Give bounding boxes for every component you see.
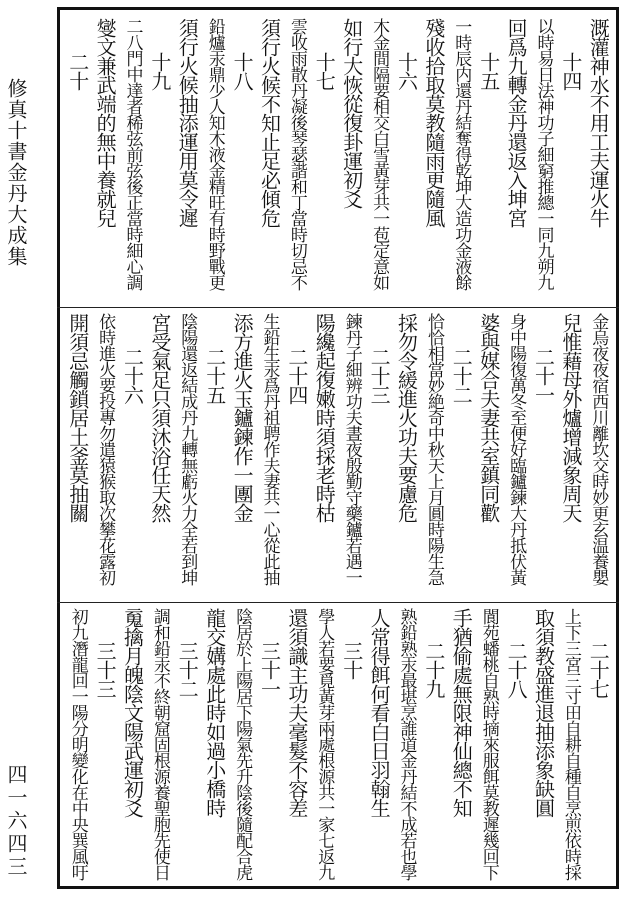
verse-number: 二十七 — [586, 641, 611, 698]
text-column: 燮文兼武端的無中養就兒 — [93, 18, 118, 227]
verse-number: 二十六 — [120, 347, 145, 404]
verse-number: 三十二 — [175, 641, 200, 698]
verse-number: 二十八 — [504, 641, 529, 698]
text-column: 學人若要覓黃芽兩處根源共一家七返九 — [314, 608, 335, 880]
text-column: 殘收拾取莫教隨雨更隨風 — [421, 18, 446, 227]
text-column: 恰恰相當妙絶奇中秋天上月圓時陽生急 — [423, 313, 444, 585]
text-column: 雲收雨散丹凝後琴瑟諧和丁當時切忌不 — [286, 18, 307, 290]
text-column: 添方進火玉鑪鍊作一團金 — [230, 313, 255, 522]
text-column: 兒惟藉母外爐增減象周天 — [558, 313, 583, 522]
text-column: 身中陽復萬冬至便好臨鑪鍊大丹抵伏黃 — [506, 313, 527, 585]
verse-number: 十九 — [147, 52, 172, 90]
verse-number: 二十三 — [367, 347, 392, 404]
verse-number: 二十 — [65, 52, 90, 90]
text-column: 依時進火要投專勿遣猿猴取次攀花露初 — [95, 313, 116, 585]
verse-number: 十七 — [312, 52, 337, 90]
verse-number: 三十 — [339, 641, 364, 679]
text-column: 手猶偷處無限神仙總不知 — [449, 608, 474, 817]
text-column: 木金間隔要相交白雪黃芽共一苞定意如 — [369, 18, 390, 290]
text-column: 取須教盛進退抽添象缺圓 — [531, 608, 556, 817]
verse-number: 二十二 — [449, 347, 474, 404]
verse-number: 二十一 — [531, 347, 556, 404]
text-column: 開須忌觸鎖居土釜莫抽關 — [65, 313, 90, 522]
verse-number: 十六 — [394, 52, 419, 90]
text-column: 閬苑蟠桃自熟時摘來服餌莫教遲幾回下 — [478, 608, 499, 880]
text-column: 須行火候不知止足必傾危 — [257, 18, 282, 227]
panel-divider — [57, 602, 619, 603]
text-column: 調和鉛汞不終朝窟固根源養聖胞先使日 — [149, 608, 170, 880]
text-column: 一時辰内還丹結奪得乾坤大造功金液餘 — [451, 18, 472, 290]
verse-number: 十四 — [558, 52, 583, 90]
text-column: 陰居於上陽居下陽氣先升陰後隨配合虎 — [232, 608, 253, 880]
text-column: 宮受氣足只須沐浴任天然 — [147, 313, 172, 522]
text-column: 陰陽還返結成丹九轉無虧火力全若到坤 — [177, 313, 198, 585]
text-column: 鍊丹子細辨功夫晝夜殷勤守藥鑪若遇一 — [341, 313, 362, 585]
text-column: 龍交媾處此時如過小橋時 — [202, 608, 227, 817]
verse-number: 二十四 — [284, 347, 309, 404]
verse-number: 十五 — [476, 52, 501, 90]
text-column: 如行大恢從復卦運初爻 — [339, 18, 364, 208]
text-column: 熟鉛熟汞最堪烹誰道金丹結不成若也學 — [396, 608, 417, 880]
panel-divider — [57, 307, 619, 308]
text-column: 二八門中達者稀弦前弦後正當時細心調 — [122, 18, 143, 290]
verse-number: 二十九 — [421, 641, 446, 698]
text-column: 溉灌神水不用工夫運火牛 — [586, 18, 611, 227]
text-column: 上下三宮三寸田自耕自種自烹煎依時採 — [560, 608, 581, 880]
text-column: 須行火候抽添運用莫令遲 — [175, 18, 200, 227]
text-column: 人常得餌何看白日羽翰生 — [367, 608, 392, 817]
text-column: 回爲九轉金丹還返入坤宮 — [504, 18, 529, 227]
text-column: 金烏夜夜宿西川離坎交時妙更玄温養嬰 — [588, 313, 609, 585]
verse-number: 三十一 — [257, 641, 282, 698]
text-column: 陽纔起復嫩時須採老時枯 — [312, 313, 337, 522]
text-column: 婆與媒合夫妻共室鎮同歡 — [476, 313, 501, 522]
verse-number: 二十五 — [202, 347, 227, 404]
verse-number: 十八 — [230, 52, 255, 90]
page-number: 四一六四三 — [4, 764, 28, 879]
text-column: 採勿令緩進火功夫要慮危 — [394, 313, 419, 522]
text-column: 生鉛生汞爲丹祖聘作夫妻共一心從此抽 — [259, 313, 280, 585]
text-column: 鉛爐汞鼎少人知木液金精旺有時野戰更 — [204, 18, 225, 290]
verse-number: 三十三 — [93, 641, 118, 698]
book-title: 修真十書金丹大成集 — [4, 78, 28, 267]
text-column: 還須識主功夫毫髮不容差 — [284, 608, 309, 817]
text-column: 初九潛龍回一陽分明變化在中央巽風吁 — [67, 608, 88, 880]
text-column: 以時易日法神功子細窮推總一同九朔九 — [533, 18, 554, 290]
text-column: 䰟擒月魄陰文陽武運初爻 — [120, 608, 145, 817]
